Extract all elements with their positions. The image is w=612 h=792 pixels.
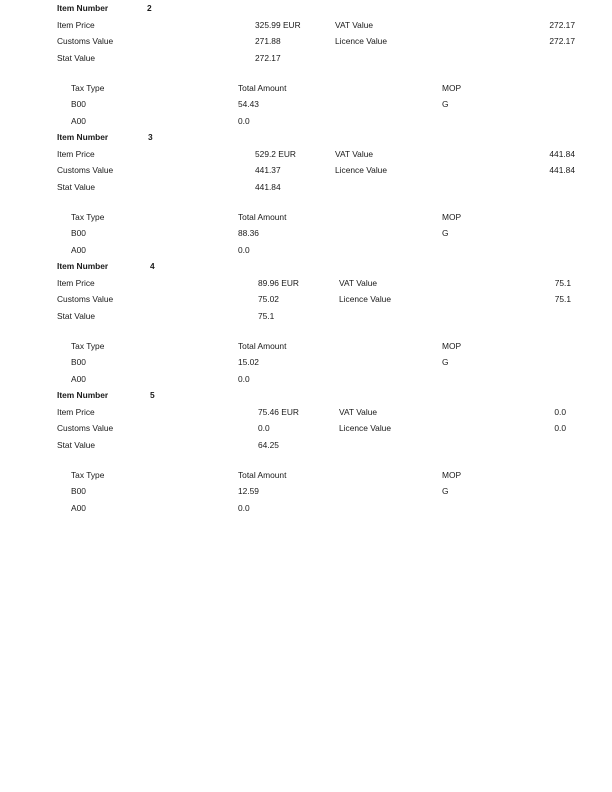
item-number-value: 5: [150, 390, 155, 400]
stat-value-label: Stat Value: [57, 182, 96, 192]
item-number-value: 4: [150, 261, 155, 271]
tax-mop-cell: G: [442, 228, 449, 238]
total-amount-header: Total Amount: [238, 470, 287, 480]
tax-amount-cell: 0.0: [238, 116, 250, 126]
item-number-label: Item Number: [57, 3, 109, 13]
stat-value-label: Stat Value: [57, 53, 96, 63]
tax-type-cell: A00: [71, 116, 86, 126]
item-block: [0, 3, 612, 132]
tax-type-cell: B00: [71, 357, 86, 367]
licence-value: 441.84: [549, 165, 575, 175]
stat-value: 272.17: [255, 53, 281, 63]
tax-amount-cell: 88.36: [238, 228, 259, 238]
customs-value-label: Customs Value: [57, 294, 114, 304]
tax-amount-cell: 12.59: [238, 486, 259, 496]
tax-amount-cell: 15.02: [238, 357, 259, 367]
vat-value-label: VAT Value: [335, 20, 374, 30]
item-price-value: 325.99 EUR: [255, 20, 301, 30]
tax-amount-cell: 54.43: [238, 99, 259, 109]
tax-type-header: Tax Type: [71, 83, 105, 93]
item-price-label: Item Price: [57, 278, 95, 288]
customs-value-label: Customs Value: [57, 36, 114, 46]
tax-amount-cell: 0.0: [238, 503, 250, 513]
licence-value-label: Licence Value: [335, 36, 387, 46]
stat-value: 64.25: [258, 440, 279, 450]
item-price-label: Item Price: [57, 407, 95, 417]
mop-header: MOP: [442, 470, 462, 480]
vat-value-label: VAT Value: [339, 407, 378, 417]
mop-header: MOP: [442, 212, 462, 222]
vat-value: 0.0: [554, 407, 566, 417]
tax-type-header: Tax Type: [71, 470, 105, 480]
item-number-label: Item Number: [57, 132, 109, 142]
item-price-label: Item Price: [57, 20, 95, 30]
total-amount-header: Total Amount: [238, 83, 287, 93]
vat-value-label: VAT Value: [335, 149, 374, 159]
tax-type-cell: B00: [71, 99, 86, 109]
item-number-value: 3: [148, 132, 153, 142]
item-number-label: Item Number: [57, 261, 109, 271]
vat-value: 441.84: [549, 149, 575, 159]
tax-type-header: Tax Type: [71, 212, 105, 222]
tax-type-cell: A00: [71, 503, 86, 513]
vat-value: 272.17: [549, 20, 575, 30]
licence-value: 75.1: [554, 294, 571, 304]
item-price-label: Item Price: [57, 149, 95, 159]
total-amount-header: Total Amount: [238, 212, 287, 222]
tax-mop-cell: G: [442, 486, 449, 496]
licence-value-label: Licence Value: [339, 294, 391, 304]
item-number-value: 2: [147, 3, 152, 13]
item-price-value: 75.46 EUR: [258, 407, 299, 417]
item-block: [0, 390, 612, 519]
mop-header: MOP: [442, 341, 462, 351]
item-block: [0, 261, 612, 390]
customs-value-label: Customs Value: [57, 165, 114, 175]
item-price-value: 89.96 EUR: [258, 278, 299, 288]
licence-value: 0.0: [554, 423, 566, 433]
customs-value-label: Customs Value: [57, 423, 114, 433]
customs-value: 0.0: [258, 423, 270, 433]
item-number-label: Item Number: [57, 390, 109, 400]
customs-value: 75.02: [258, 294, 279, 304]
tax-type-cell: A00: [71, 374, 86, 384]
licence-value: 272.17: [549, 36, 575, 46]
stat-value-label: Stat Value: [57, 311, 96, 321]
licence-value-label: Licence Value: [339, 423, 391, 433]
customs-value: 441.37: [255, 165, 281, 175]
item-block: [0, 132, 612, 261]
tax-mop-cell: G: [442, 357, 449, 367]
mop-header: MOP: [442, 83, 462, 93]
total-amount-header: Total Amount: [238, 341, 287, 351]
tax-amount-cell: 0.0: [238, 374, 250, 384]
tax-mop-cell: G: [442, 99, 449, 109]
vat-value: 75.1: [554, 278, 571, 288]
stat-value-label: Stat Value: [57, 440, 96, 450]
stat-value: 441.84: [255, 182, 281, 192]
stat-value: 75.1: [258, 311, 275, 321]
tax-type-cell: B00: [71, 228, 86, 238]
vat-value-label: VAT Value: [339, 278, 378, 288]
item-price-value: 529.2 EUR: [255, 149, 296, 159]
tax-type-cell: B00: [71, 486, 86, 496]
tax-type-cell: A00: [71, 245, 86, 255]
tax-type-header: Tax Type: [71, 341, 105, 351]
customs-value: 271.88: [255, 36, 281, 46]
licence-value-label: Licence Value: [335, 165, 387, 175]
tax-amount-cell: 0.0: [238, 245, 250, 255]
